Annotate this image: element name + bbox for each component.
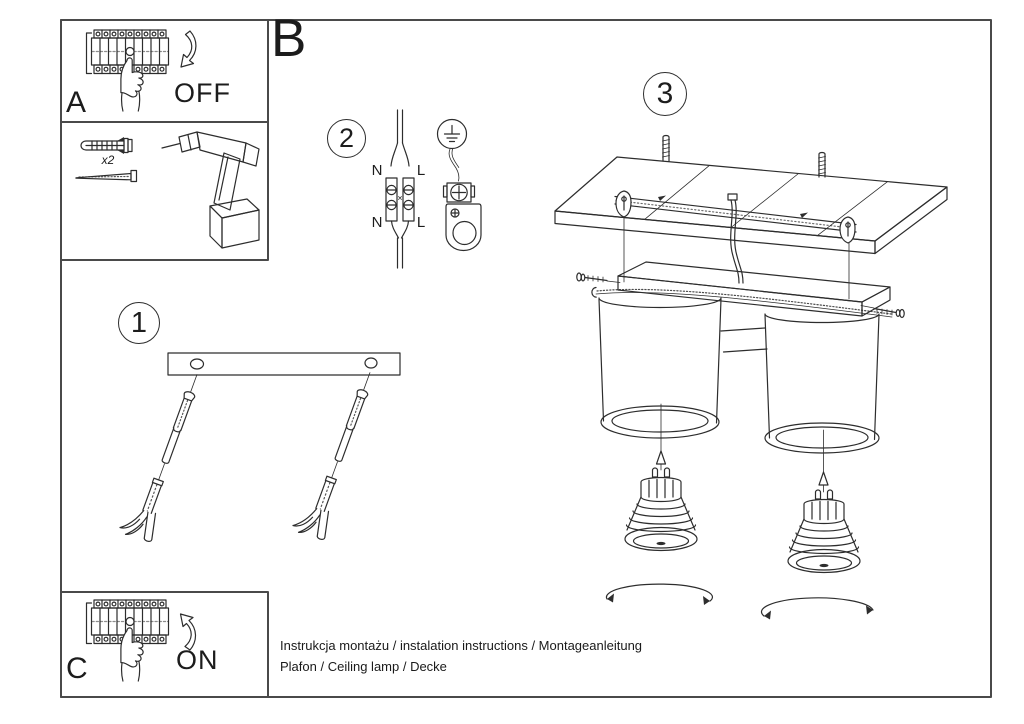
rotation-arrow-left	[606, 584, 712, 605]
footer-product-line: Plafon / Ceiling lamp / Decke	[280, 659, 447, 674]
canopy-drawing	[592, 262, 892, 317]
section-a-label: A	[66, 86, 87, 119]
canopy-screw-left	[577, 273, 620, 283]
step-2-badge	[327, 119, 366, 158]
pointing-hand-icon-2	[121, 628, 143, 681]
lamp-shade-right	[765, 314, 879, 453]
lamp-shade-left	[599, 298, 721, 438]
live-label-top: L	[416, 162, 426, 179]
mounting-stud-left	[663, 136, 670, 162]
off-arrow-icon	[181, 31, 196, 67]
mounting-stud-right	[819, 153, 826, 178]
step-3-badge	[643, 72, 687, 116]
pointing-hand-icon	[121, 58, 143, 111]
screw-icon	[76, 171, 137, 182]
insert-arrow-left	[657, 404, 666, 470]
step-2-number: 2	[338, 123, 355, 153]
anchor-screw-left	[118, 368, 210, 544]
off-label: OFF	[174, 78, 231, 108]
rotation-arrow-right	[761, 598, 873, 620]
gu10-bulb-left	[625, 468, 697, 551]
neutral-label-bottom: N	[371, 214, 383, 231]
on-label: ON	[176, 645, 219, 675]
ground-clamp-drawing	[444, 149, 482, 251]
drill-icon	[162, 132, 259, 248]
ceiling-panel-drawing	[555, 157, 947, 254]
mounting-bar-drawing	[168, 353, 400, 375]
anchor-screw-right	[291, 366, 383, 542]
live-label-bottom: L	[416, 214, 426, 231]
shade-connector-drawing	[721, 328, 767, 352]
step-1-number: 1	[130, 306, 148, 339]
section-c-label: C	[66, 652, 88, 685]
footer-instructions-line: Instrukcja montażu / instalation instructions / Montageanleitung	[280, 638, 643, 653]
insert-arrow-right	[819, 430, 828, 492]
step-3-number: 3	[656, 77, 674, 110]
wall-plug-icon	[81, 137, 132, 154]
mains-cable-drawing	[391, 110, 409, 268]
quantity-label: x2	[101, 153, 115, 167]
section-b-label: B	[271, 9, 307, 68]
earth-symbol-icon	[438, 120, 467, 149]
neutral-label-top: N	[371, 162, 383, 179]
terminal-block-drawing	[386, 178, 414, 221]
gu10-bulb-right	[788, 490, 860, 573]
step-1-badge	[118, 302, 160, 344]
sheet-border	[61, 20, 991, 697]
supply-wire-drawing	[728, 194, 743, 283]
